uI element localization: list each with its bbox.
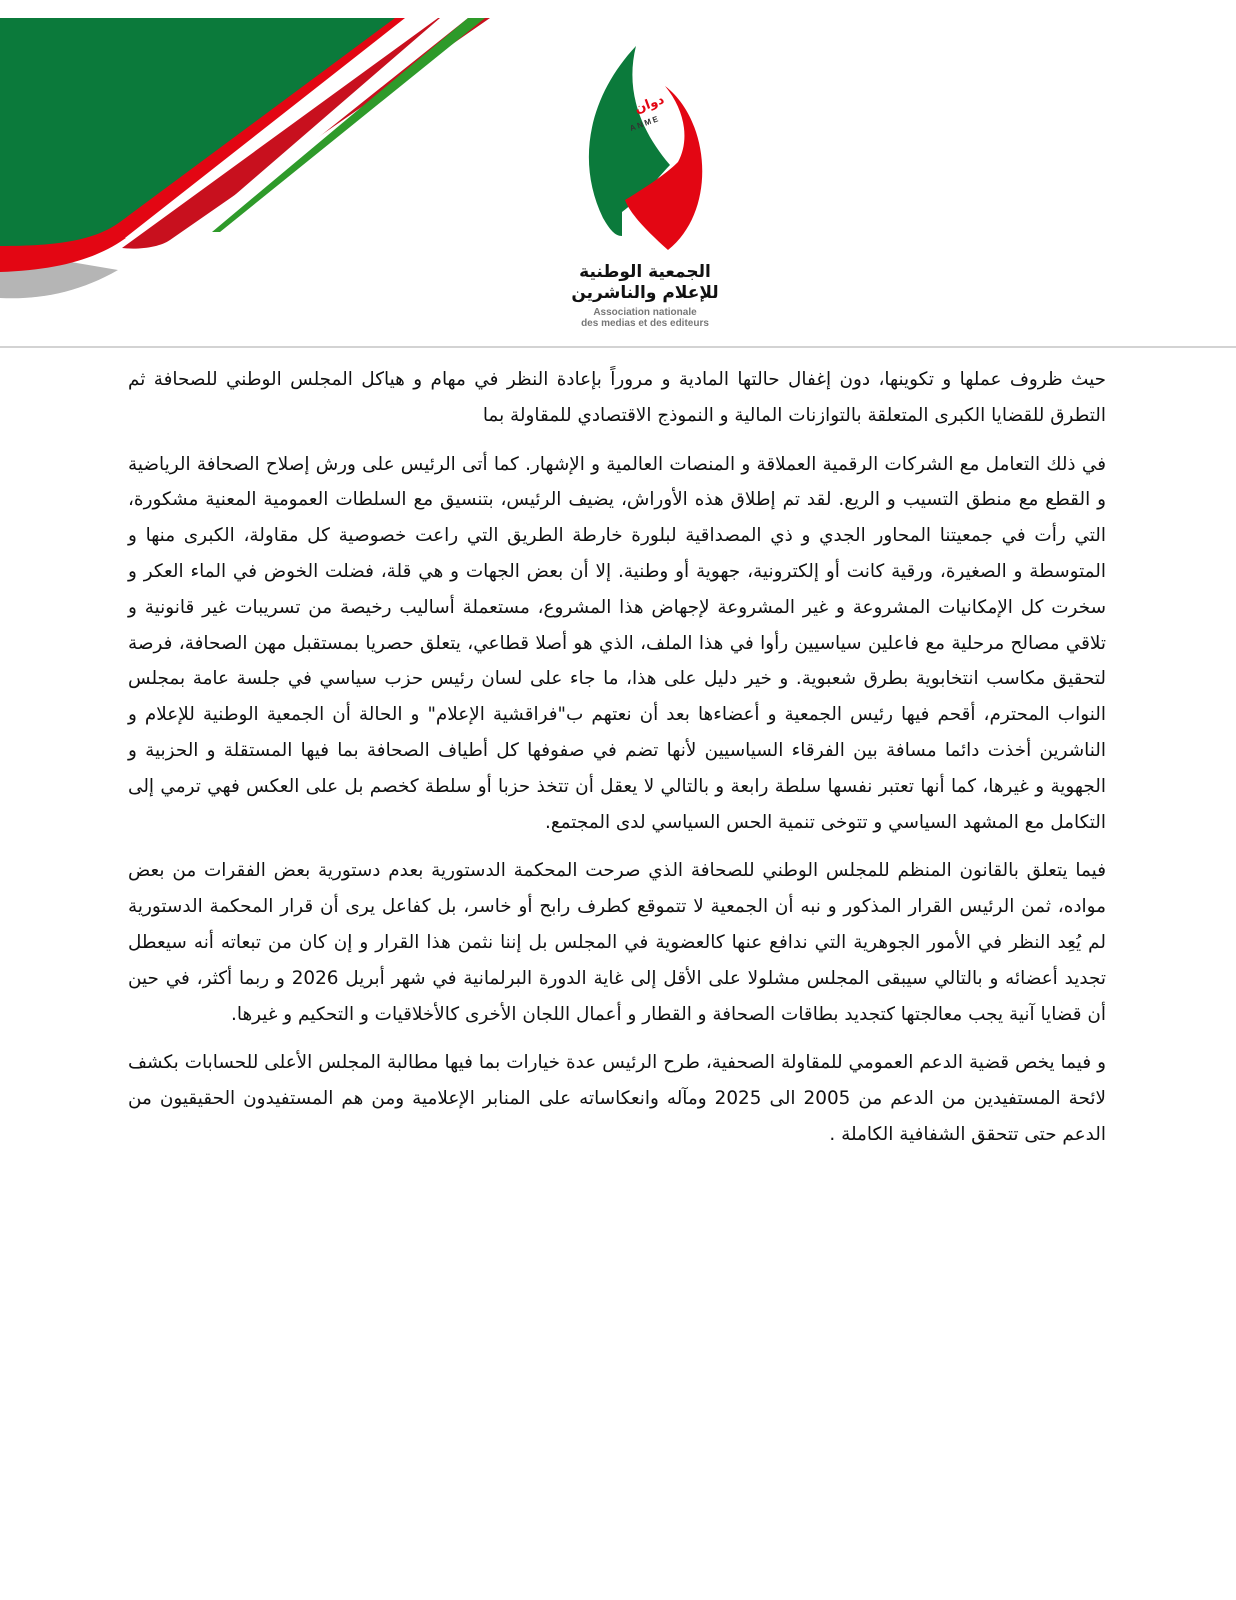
header-divider xyxy=(0,346,1236,348)
paragraph: حيث ظروف عملها و تكوينها، دون إغفال حالتها المادية و مروراً بإعادة النظر في مهام و هياكل المجلس الوطني للصحافة ثم التطرق للقضايا الكبرى المتعلقة بالتوازنات المالية و النموذج الاقتصادي للمقاولة بما xyxy=(128,369,1106,426)
logo-badge-ar: دوان xyxy=(632,92,667,117)
paragraph: و فيما يخص قضية الدعم العمومي للمقاولة الصحفية، طرح الرئيس عدة خيارات بما فيها مطالبة المجلس الأعلى للحسابات بكشف لائحة المستفيدين من الدعم من 2005 الى 2025 ومآله وانعكاساته على المنابر الإعلامية ومن هم المستفيدون الحقيقيون من الدعم حتى تتحقق الشفافية الكاملة . xyxy=(128,1052,1106,1145)
organization-name-ar-line1: الجمعية الوطنية xyxy=(579,262,711,282)
letterhead xyxy=(0,0,1236,348)
organization-name-fr-line2: des medias et des editeurs xyxy=(581,318,709,329)
document-body xyxy=(128,362,1106,1166)
logo-badge-latin: ANME xyxy=(628,113,662,134)
organization-name-ar-line2: للإعلام والناشرين xyxy=(571,283,719,303)
paragraph: فيما يتعلق بالقانون المنظم للمجلس الوطني للصحافة الذي صرحت المحكمة الدستورية بعدم دستورية بعض الفقرات من بعض مواده، ثمن الرئيس القرار المذكور و نبه أن الجمعية لا تتموقع كطرف رابح أو خاسر، بل كفاعل يرى أن قرار المحكمة الدستورية لم يُعِد النظر في الأمور الجوهرية التي ندافع عنها كالعضوية في المجلس بل إننا نثمن هذا القرار و إن كان من تبعاته أنه سيعطل تجديد أعضائه و بالتالي سيبقى المجلس مشلولا على الأقل إلى غاية الدورة البرلمانية في شهر أبريل 2026 و ربما أكثر، في حين أن قضايا آنية يجب معالجتها كتجديد بطاقات الصحافة و القطار و أعمال اللجان الأخرى كالأخلاقيات و التحكيم و غيرها. xyxy=(128,860,1106,1025)
anme-logo-mark xyxy=(589,46,702,250)
organization-name-fr-line1: Association nationale xyxy=(593,307,697,318)
paragraph: في ذلك التعامل مع الشركات الرقمية العملاقة و المنصات العالمية و الإشهار. كما أتى الرئيس على ورش إصلاح الصحافة الرياضية و القطع مع منطق التسيب و الريع. لقد تم إطلاق هذه الأوراش، يضيف الرئيس، بتنسيق مع السلطات العمومية المعنية مشكورة، التي رأت في جمعيتنا المحاور الجدي و ذي المصداقية لبلورة خارطة الطريق التي راعت خصوصية كل مقاولة، الكبرى منها و المتوسطة و الصغيرة، ورقية كانت أو إلكترونية، جهوية أو وطنية. إلا أن بعض الجهات و هي قلة، فضلت الخوض في الماء العكر و سخرت كل الإمكانيات المشروعة و غير المشروعة لإجهاض هذا المشروع، مستعملة أساليب رخيصة من تسريبات غير قانونية و تلاقي مصالح مرحلية مع فاعلين سياسيين رأوا في هذا الملف، الذي هو أصلا قطاعي، يتعلق حصريا بمستقبل مهن الصحافة، فرصة لتحقيق مكاسب انتخابوية بطرق شعبوية. و خير دليل على هذا، ما جاء على لسان رئيس حزب سياسي في جلسة عامة بمجلس النواب المحترم، أقحم فيها رئيس الجمعية و أعضاءها بعد أن نعتهم ب"فراقشية الإعلام" و الحالة أن الجمعية الوطنية للإعلام و الناشرين أخذت دائما مسافة بين الفرقاء السياسيين لأنها تضم في صفوفها كل أطياف الصحافة بما فيها المستقلة و الحزبية و الجهوية و غيرها، كما أنها تعتبر نفسها سلطة رابعة و بالتالي لا يعقل أن تتخذ حزبا أو سلطة كخصم بل على العكس فهي ترمي إلى التكامل مع المشهد السياسي و تتوخى تنمية الحس السياسي لدى المجتمع. xyxy=(128,453,1106,833)
